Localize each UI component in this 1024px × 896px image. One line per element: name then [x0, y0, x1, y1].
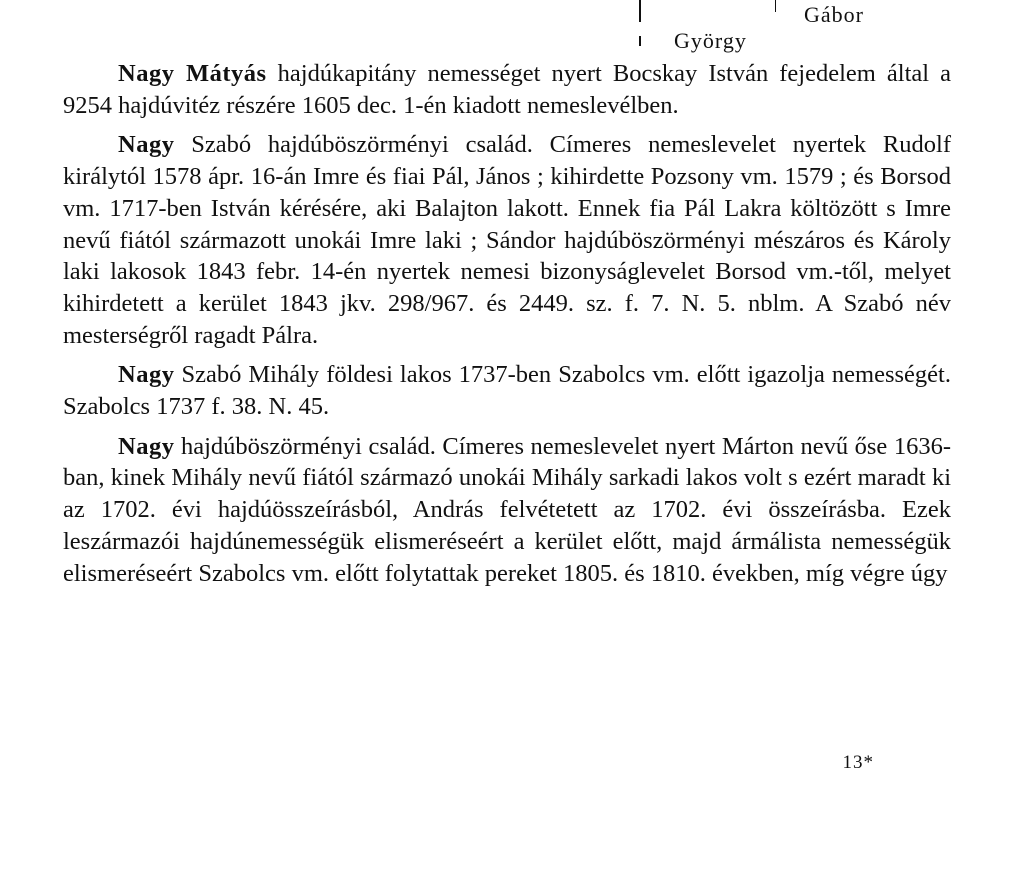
- body-text: [63, 58, 951, 597]
- entry-nagy-szabo-family: [63, 129, 951, 351]
- entry-nagy-matyas: [63, 58, 951, 121]
- entry-heading: Nagy: [118, 131, 175, 159]
- tree-line: [639, 0, 641, 22]
- genealogy-fragment: [600, 0, 920, 60]
- page-number: 13*: [842, 752, 874, 773]
- tree-line: [775, 0, 776, 12]
- tree-name-gyorgy: György: [674, 28, 747, 53]
- entry-text: Szabó Mihály földesi lakos 1737-ben Szabolcs vm. előtt igazolja nemességét. Szabolcs 1737 f. 38. N. 45.: [63, 361, 951, 421]
- entry-nagy-hajduboszormenyi: [63, 431, 951, 590]
- entry-heading: Nagy: [118, 432, 175, 460]
- entry-text: hajdúböszörményi család. Címeres nemeslevelet nyert Márton nevű őse 1636-ban, kinek Mihály nevű fiától származó unokái Mihály sarkadi lakos volt s ezért maradt ki az 1702. évi hajdúösszeírásból, András felvétetett az 1702. évi összeírásba. Ezek leszármazói hajdúnemességük elismeréseért a kerület előtt, majd ármálista nemességük elismeréseért Szabolcs vm. előtt folytattak pereket 1805. és 1810. években, míg végre úgy: [63, 432, 951, 587]
- entry-text: hajdúkapitány nemességet nyert Bocskay István fejedelem által a 9254 hajdúvitéz részére 1605 dec. 1-én kiadott nemeslevélben.: [63, 60, 951, 119]
- entry-nagy-szabo-mihaly: [63, 359, 951, 422]
- entry-heading: Nagy Mátyás: [118, 60, 267, 87]
- tree-name-gabor: Gábor: [804, 2, 864, 27]
- entry-text: Szabó hajdúböszörményi család. Címeres nemeslevelet nyertek Rudolf királytól 1578 ápr. 16-án Imre és fiai Pál, János ; kihirdette Pozsony vm. 1579 ; és Borsod vm. 1717-ben István kérésére, aki Balajton lakott. Ennek fia Pál Lakra költözött s Imre nevű fiától származott unokái Imre laki ; Sándor hajdúböszörményi mészáros és Károly laki lakosok 1843 febr. 14-én nyertek nemesi bizonyságlevelet Borsod vm.-től, melyet kihirdetett a kerület 1843 jkv. 298/967. és 2449. sz. f. 7. N. 5. nblm. A Szabó név mesterségről ragadt Pálra.: [63, 131, 951, 349]
- tree-line: [639, 36, 641, 46]
- entry-heading: Nagy: [118, 361, 175, 389]
